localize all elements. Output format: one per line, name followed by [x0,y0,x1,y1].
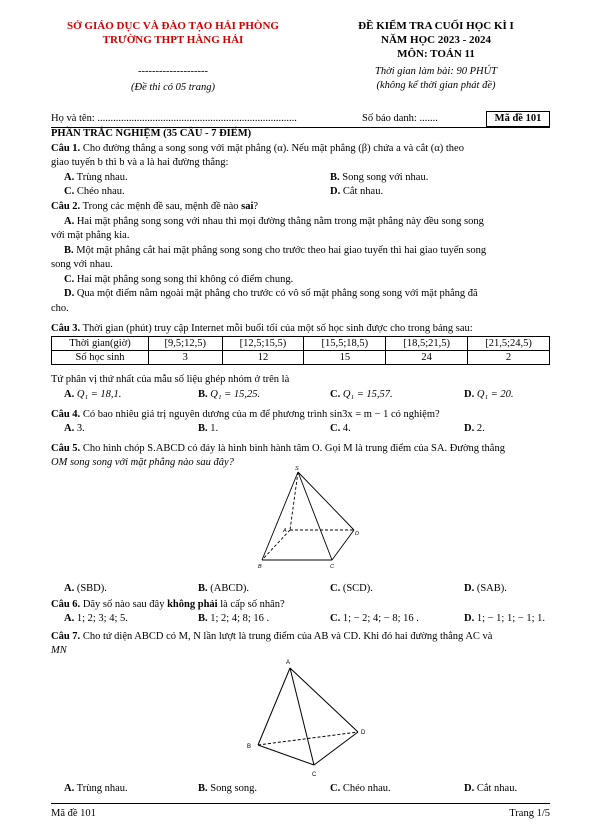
q1-option-b: B. Song song với nhau. [330,172,429,183]
edge-ac [290,668,314,765]
q2-option-b-cont: song với nhau. [51,259,113,270]
q4-option-c: C. 4. [330,423,351,434]
q5-option-c: C. (SCD). [330,583,373,594]
pyramid-figure [250,464,360,576]
footer-page: Trang 1/5 [509,808,550,819]
table-cell: [15,5;18,5) [304,337,386,351]
table-cell: Số học sinh [52,351,149,365]
label-a: A [286,660,291,666]
edge-bc [258,745,314,765]
q2-option-d: D. Qua một điểm nằm ngoài mặt phẳng cho trước có vô số mặt phẳng song song với mặt phẳng đã [64,288,478,299]
name-field: Họ và tên: ............................................................................ [51,113,297,124]
table-cell: [12,5;15,5) [222,337,304,351]
edge-ab [262,530,290,560]
tetrahedron-figure [238,656,378,780]
q1-line2: giao tuyến b thì b và a là hai đường thẳng: [51,157,229,168]
q6-option-b: B. 1; 2; 4; 8; 16 . [198,613,270,624]
q1-option-c: C. Chéo nhau. [64,186,125,197]
label-c: C [312,772,317,778]
student-id-field: Số báo danh: ....... [362,113,438,124]
table-cell: [9,5;12,5) [149,337,223,351]
footer-rule [51,803,550,804]
edge-sb [262,472,298,560]
exam-title: ĐỀ KIỂM TRA CUỐI HỌC KÌ I [358,20,514,32]
exam-time: Thời gian làm bài: 90 PHÚT [375,66,497,77]
subject: MÔN: TOÁN 11 [397,48,475,60]
label-b: B [258,564,262,570]
q3-option-c: C. Q₁ = 15,57. [330,389,393,400]
q4-option-a: A. 3. [64,423,85,434]
q6-option-a: A. 1; 2; 3; 4; 5. [64,613,128,624]
label-d: D [361,730,366,736]
q2-option-d-cont: cho. [51,303,69,314]
q3-after: Tứ phân vị thứ nhất của mẫu số liệu ghép nhóm ở trên là [51,374,290,385]
q7-option-c: C. Chéo nhau. [330,783,391,794]
q5-line1: Câu 5. Cho hình chóp S.ABCD có đáy là hình bình hành tâm O. Gọi M là trung điểm của SA. Đường thẳng [51,443,505,454]
table-cell: 24 [386,351,468,365]
q5-option-a: A. (SBD). [64,583,107,594]
label-c: C [330,564,334,570]
q3-option-b: B. Q₁ = 15,25. [198,389,261,400]
q7-line2: MN [51,645,67,656]
frequency-table [51,336,550,365]
q6-stem: Câu 6. Dãy số nào sau đây không phải là cấp số nhân? [51,599,285,610]
table-row [52,337,550,351]
table-cell: Thời gian(giờ) [52,337,149,351]
q1-line1: Câu 1. Cho đường thẳng a song song với mặt phẳng (α). Nếu mặt phẳng (β) chứa a và cắt (α) theo [51,143,464,154]
exam-code-box: Mã đề 101 [486,111,550,127]
table-cell: 2 [468,351,550,365]
q2-option-c: C. Hai mặt phẳng song song thì không có điểm chung. [64,274,294,285]
edge-ab [258,668,290,745]
label-d: D [355,531,359,537]
q4-option-b: B. 1. [198,423,219,434]
edge-sc [298,472,332,560]
label-a: A [283,528,287,534]
edge-cd [332,530,354,560]
q2-option-a-cont: với mặt phẳng kia. [51,230,130,241]
q5-line2: OM song song với mặt phẳng nào sau đây? [51,457,234,468]
q2-option-a: A. Hai mặt phẳng song song với nhau thì mọi đường thẳng nằm trong mặt phẳng này đều song song [64,216,484,227]
q4-option-d: D. 2. [464,423,485,434]
q3-stem: Câu 3. Thời gian (phút) truy cập Internet mỗi buổi tối của một số học sinh được cho trong bảng sau: [51,323,473,334]
q1-option-a: A. Trùng nhau. [64,172,128,183]
q7-option-a: A. Trùng nhau. [64,783,128,794]
q4-stem: Câu 4. Có bao nhiêu giá trị nguyên dương của m để phương trình sin3x = m − 1 có nghiệm? [51,409,440,420]
footer-code: Mã đề 101 [51,808,96,819]
q3-option-d: D. Q₁ = 20. [464,389,514,400]
table-cell: 3 [149,351,223,365]
table-cell: [21,5;24,5) [468,337,550,351]
q6-option-c: C. 1; − 2; 4; − 8; 16 . [330,613,419,624]
header-dashes: -------------------- [138,66,208,77]
q3-option-a: A. Q₁ = 18,1. [64,389,122,400]
table-cell: 15 [304,351,386,365]
q7-line1: Câu 7. Cho tứ diện ABCD có M, N lần lượt là trung điểm của AB và CD. Khi đó hai đường thẳng AC và [51,631,493,642]
section-title: PHẦN TRẮC NGHIỆM (35 CÂU - 7 ĐIỂM) [51,128,252,139]
q5-option-b: B. (ABCD). [198,583,250,594]
table-cell: [18,5;21,5) [386,337,468,351]
edge-ad [290,668,358,732]
dept-name: SỞ GIÁO DỤC VÀ ĐÀO TẠO HẢI PHÒNG [67,20,279,32]
q7-option-d: D. Cắt nhau. [464,783,518,794]
q2-stem: Câu 2. Trong các mệnh đề sau, mệnh đề nào sai? [51,201,259,212]
school-year: NĂM HỌC 2023 - 2024 [381,34,491,46]
time-note: (không kể thời gian phát đề) [376,80,496,91]
q1-option-d: D. Cắt nhau. [330,186,384,197]
edge-cd [314,732,358,765]
q7-option-b: B. Song song. [198,783,257,794]
table-row [52,351,550,365]
pages-note: (Đề thi có 05 trang) [131,82,215,93]
edge-sd [298,472,354,530]
q5-option-d: D. (SAB). [464,583,507,594]
label-b: B [247,744,252,750]
q6-option-d: D. 1; − 1; 1; − 1; 1. [464,613,545,624]
table-cell: 12 [222,351,304,365]
school-name: TRƯỜNG THPT HÀNG HẢI [102,34,244,46]
label-s: S [295,466,299,472]
q2-option-b: B. Một mặt phẳng cắt hai mặt phẳng song song cho trước theo hai giao tuyến thì hai giao tuyến song [64,245,487,256]
